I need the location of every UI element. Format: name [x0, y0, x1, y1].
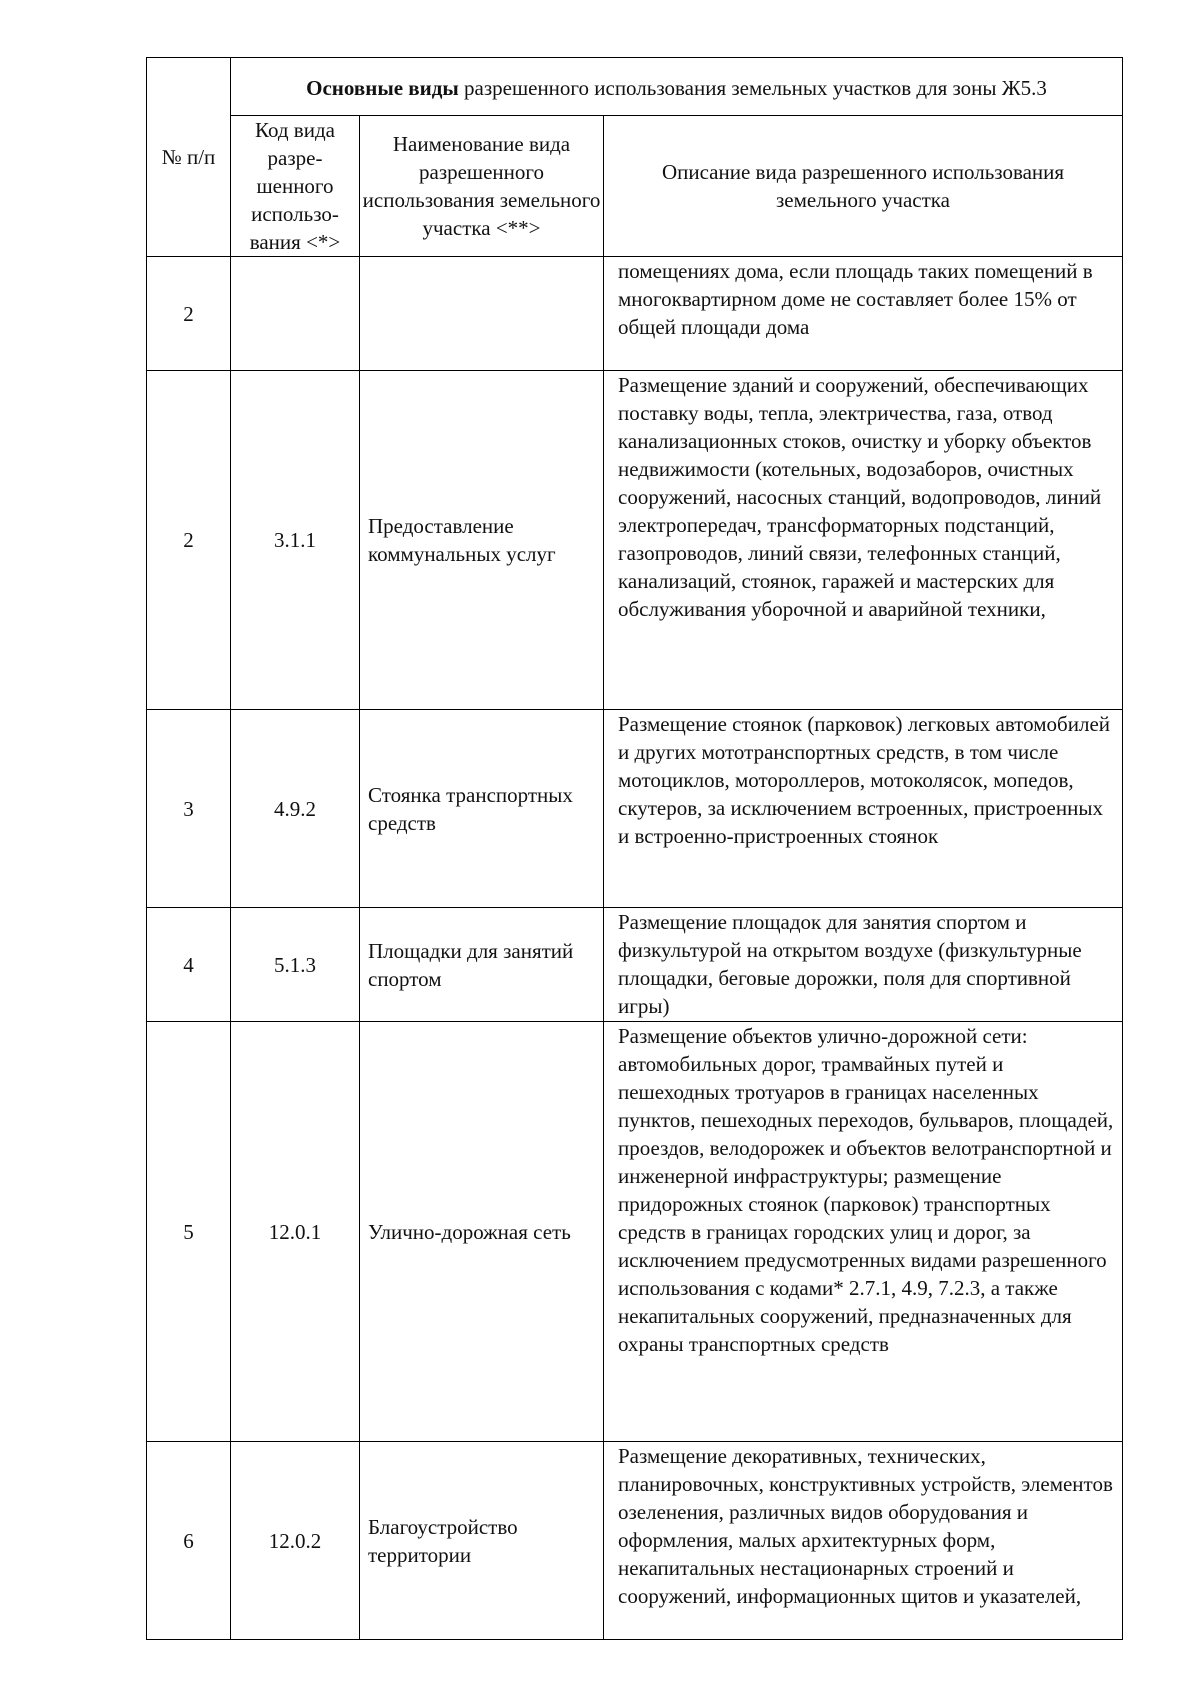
row-code: 12.0.1: [231, 1022, 360, 1442]
name-column-header: Наименование вида разрешенного использования земельного участка <**>: [360, 116, 604, 257]
row-name: [360, 257, 604, 371]
row-number: 3: [147, 710, 231, 908]
row-description: помещениях дома, если площадь таких помещений в многоквартирном доме не составляет более 15% от общей площади дома: [604, 257, 1123, 371]
row-code: 5.1.3: [231, 908, 360, 1022]
row-description: Размещение декоративных, технических, планировочных, конструктивных устройств, элементов озеленения, различных видов оборудования и оформления, малых архитектурных форм, некапитальных нестационарных строений и сооружений, информационных щитов и указателей,: [604, 1442, 1123, 1640]
table-row: [147, 1442, 1123, 1640]
row-name: Стоянка транспортных средств: [360, 710, 604, 908]
table-title-bold: Основные виды: [306, 75, 459, 100]
table-row: [147, 371, 1123, 710]
table-title: [231, 58, 1123, 116]
code-column-header: Код вида разре-шенного использо-вания <*>: [231, 116, 360, 257]
row-name: Предоставление коммунальных услуг: [360, 371, 604, 710]
row-code: 4.9.2: [231, 710, 360, 908]
table-row: [147, 710, 1123, 908]
row-number: 2: [147, 371, 231, 710]
table-row: [147, 908, 1123, 1022]
row-number: 4: [147, 908, 231, 1022]
table-row: [147, 257, 1123, 371]
row-description: Размещение объектов улично-дорожной сети: автомобильных дорог, трамвайных путей и пешеходных тротуаров в границах населенных пунктов, пешеходных переходов, бульваров, площадей, проездов, велодорожек и объектов велотранспортной и инженерной инфраструктуры; размещение придорожных стоянок (парковок) транспортных средств в границах городских улиц и дорог, за исключением предусмотренных видами разрешенного использования с кодами* 2.7.1, 4.9, 7.2.3, а также некапитальных сооружений, предназначенных для охраны транспортных средств: [604, 1022, 1123, 1442]
row-number: 5: [147, 1022, 231, 1442]
row-name: Улично-дорожная сеть: [360, 1022, 604, 1442]
row-name: Площадки для занятий спортом: [360, 908, 604, 1022]
row-code: 3.1.1: [231, 371, 360, 710]
row-number: 6: [147, 1442, 231, 1640]
column-headers-row: [147, 116, 1123, 257]
row-name: Благоустройство территории: [360, 1442, 604, 1640]
row-code: 12.0.2: [231, 1442, 360, 1640]
table-title-rest: разрешенного использования земельных участков для зоны Ж5.3: [458, 75, 1047, 100]
table-row: [147, 1022, 1123, 1442]
land-use-table: [146, 57, 1123, 1640]
row-description: Размещение площадок для занятия спортом и физкультурой на открытом воздухе (физкультурные площадки, беговые дорожки, поля для спортивной игры): [604, 908, 1123, 1022]
description-column-header: Описание вида разрешенного использования земельного участка: [604, 116, 1123, 257]
number-column-header: № п/п: [147, 58, 231, 257]
row-code: [231, 257, 360, 371]
row-description: Размещение зданий и сооружений, обеспечивающих поставку воды, тепла, электричества, газа, отвод канализационных стоков, очистку и уборку объектов недвижимости (котельных, водозаборов, очистных сооружений, насосных станций, водопроводов, линий электропередач, трансформаторных подстанций, газопроводов, линий связи, телефонных станций, канализаций, стоянок, гаражей и мастерских для обслуживания уборочной и аварийной техники,: [604, 371, 1123, 710]
row-description: Размещение стоянок (парковок) легковых автомобилей и других мототранспортных средств, в том числе мотоциклов, мотороллеров, мотоколясок, мопедов, скутеров, за исключением встроенных, пристроенных и встроенно-пристроенных стоянок: [604, 710, 1123, 908]
row-number: 2: [147, 257, 231, 371]
table-header-row: [147, 58, 1123, 116]
